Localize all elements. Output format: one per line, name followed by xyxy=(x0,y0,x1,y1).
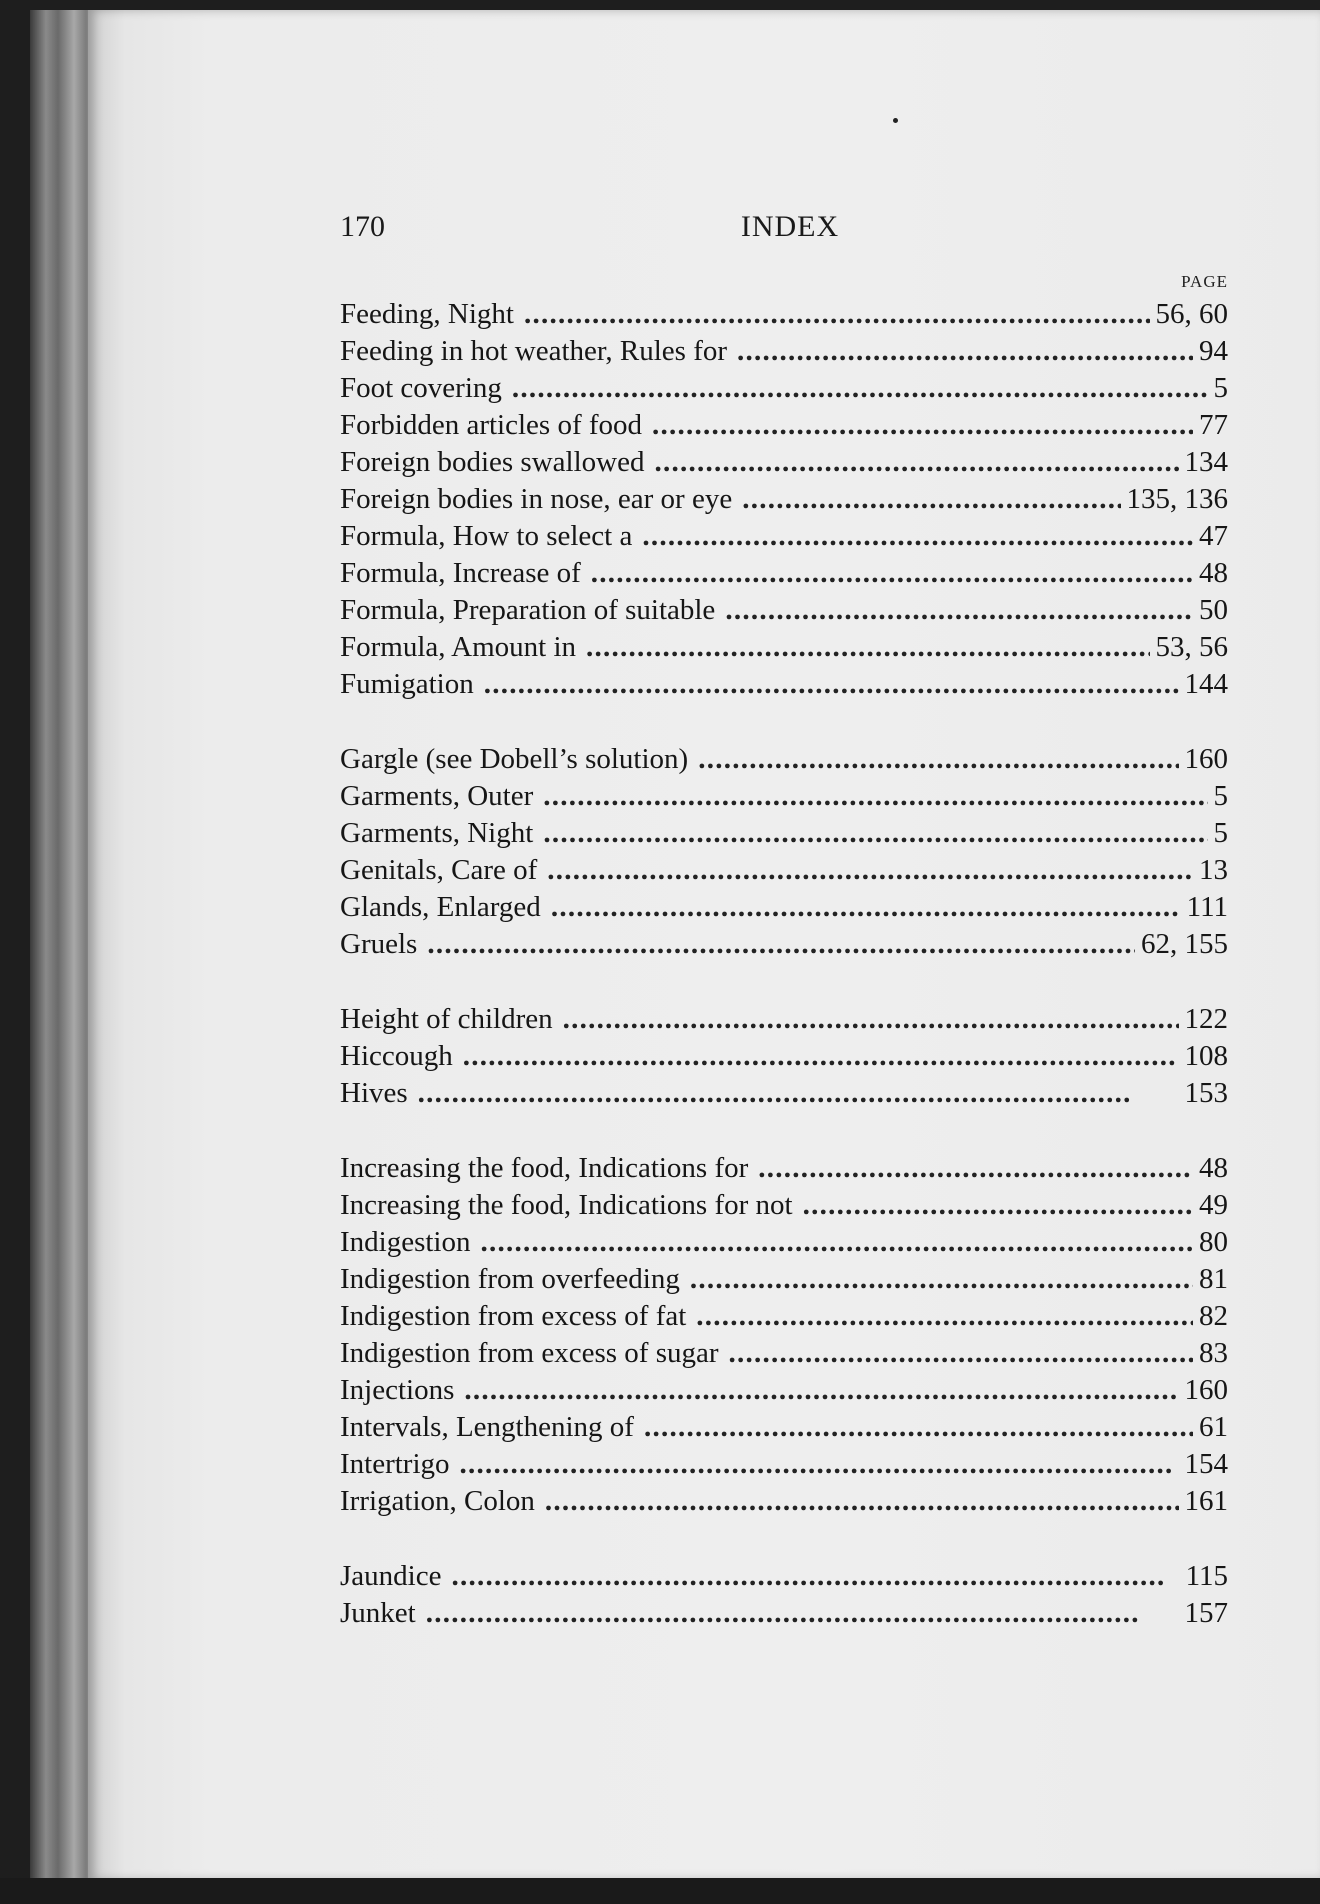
running-head: INDEX xyxy=(740,210,840,243)
index-term: Height of children xyxy=(340,1003,553,1035)
index-entry xyxy=(340,629,1228,666)
dot-leader xyxy=(543,778,1207,815)
index-entry xyxy=(340,1075,1228,1112)
index-term: Indigestion xyxy=(340,1226,471,1258)
index-entry xyxy=(340,666,1228,703)
index-page-refs: 153 xyxy=(1184,1077,1228,1109)
index-entry xyxy=(340,815,1228,852)
dot-leader xyxy=(547,852,1193,889)
index-page-refs: 47 xyxy=(1199,520,1228,552)
index-term: Gargle (see Dobell’s solution) xyxy=(340,743,689,775)
index-entry xyxy=(340,1150,1228,1187)
index-term: Garments, Night xyxy=(340,817,534,849)
dot-leader xyxy=(690,1261,1193,1298)
index-term: Formula, Increase of xyxy=(340,557,581,589)
ink-speck xyxy=(893,118,898,123)
index-page-refs: 160 xyxy=(1184,1374,1228,1406)
index-page-refs: 5 xyxy=(1213,780,1228,812)
index-page-refs: 80 xyxy=(1199,1226,1228,1258)
group-separator xyxy=(340,963,1228,1001)
index-group xyxy=(340,1001,1228,1112)
group-separator xyxy=(340,703,1228,741)
index-entry xyxy=(340,1372,1228,1409)
index-group xyxy=(340,1558,1228,1632)
index-page-refs: 134 xyxy=(1184,446,1228,478)
group-separator xyxy=(340,1112,1228,1150)
index-page-refs: 62, 155 xyxy=(1141,928,1228,960)
index-entry xyxy=(340,1335,1228,1372)
index-term: Feeding in hot weather, Rules for xyxy=(340,335,728,367)
dot-leader xyxy=(563,1001,1179,1038)
index-term: Junket xyxy=(340,1597,416,1629)
index-entry xyxy=(340,592,1228,629)
index-page-refs: 61 xyxy=(1199,1411,1228,1443)
index-term: Intervals, Lengthening of xyxy=(340,1411,634,1443)
dot-leader xyxy=(451,1558,1179,1595)
dot-leader xyxy=(758,1150,1193,1187)
index-term: Foot covering xyxy=(340,372,502,404)
index-term: Intertrigo xyxy=(340,1448,450,1480)
index-term: Increasing the food, Indications for not xyxy=(340,1189,793,1221)
dot-leader xyxy=(725,592,1193,629)
index-term: Formula, Amount in xyxy=(340,631,577,663)
index-term: Jaundice xyxy=(340,1560,442,1592)
index-page-refs: 154 xyxy=(1184,1448,1228,1480)
index-page-refs: 5 xyxy=(1213,372,1228,404)
dot-leader xyxy=(737,333,1193,370)
index-page-refs: 94 xyxy=(1199,335,1228,367)
group-separator xyxy=(340,1520,1228,1558)
page-number: 170 xyxy=(340,210,385,243)
index-page-refs: 5 xyxy=(1213,817,1228,849)
dot-leader xyxy=(586,629,1149,666)
index-entry xyxy=(340,889,1228,926)
index-term: Foreign bodies in nose, ear or eye xyxy=(340,483,733,515)
dot-leader xyxy=(803,1187,1193,1224)
dot-leader xyxy=(551,889,1181,926)
index-entry xyxy=(340,1409,1228,1446)
index-entry xyxy=(340,1483,1228,1520)
index-page-refs: 111 xyxy=(1186,891,1228,923)
dot-leader xyxy=(696,1298,1193,1335)
index-term: Hives xyxy=(340,1077,408,1109)
dot-leader xyxy=(426,1595,1179,1632)
index-term: Feeding, Night xyxy=(340,298,514,330)
index-entry xyxy=(340,926,1228,963)
index-page-refs: 115 xyxy=(1185,1560,1228,1592)
index-entry xyxy=(340,1001,1228,1038)
index-page-refs: 50 xyxy=(1199,594,1228,626)
index-term: Formula, Preparation of suitable xyxy=(340,594,716,626)
page-column-label: PAGE xyxy=(1181,272,1228,291)
index-page-refs: 83 xyxy=(1199,1337,1228,1369)
dot-leader xyxy=(644,1409,1193,1446)
index-term: Indigestion from excess of sugar xyxy=(340,1337,719,1369)
index-entry xyxy=(340,778,1228,815)
index-term: Genitals, Care of xyxy=(340,854,538,886)
dot-leader xyxy=(463,1038,1179,1075)
index-term: Garments, Outer xyxy=(340,780,534,812)
index-list xyxy=(340,296,1228,1632)
scan-bottom-edge xyxy=(0,1878,1320,1904)
index-page-refs: 48 xyxy=(1199,557,1228,589)
index-page-refs: 157 xyxy=(1184,1597,1228,1629)
index-term: Hiccough xyxy=(340,1040,453,1072)
index-entry xyxy=(340,1224,1228,1261)
index-entry xyxy=(340,296,1228,333)
index-page-refs: 82 xyxy=(1199,1300,1228,1332)
index-page-refs: 135, 136 xyxy=(1126,483,1228,515)
dot-leader xyxy=(698,741,1178,778)
index-entry xyxy=(340,852,1228,889)
dot-leader xyxy=(512,370,1208,407)
index-entry xyxy=(340,1595,1228,1632)
index-term: Formula, How to select a xyxy=(340,520,633,552)
dot-leader xyxy=(654,444,1178,481)
index-entry xyxy=(340,444,1228,481)
index-entry xyxy=(340,741,1228,778)
index-entry xyxy=(340,1298,1228,1335)
index-group xyxy=(340,1150,1228,1520)
index-term: Injections xyxy=(340,1374,455,1406)
dot-leader xyxy=(524,296,1150,333)
index-page-refs: 49 xyxy=(1199,1189,1228,1221)
dot-leader xyxy=(545,1483,1179,1520)
dot-leader xyxy=(464,1372,1178,1409)
dot-leader xyxy=(729,1335,1193,1372)
index-page-refs: 81 xyxy=(1199,1263,1228,1295)
index-term: Forbidden articles of food xyxy=(340,409,643,441)
index-term: Increasing the food, Indications for xyxy=(340,1152,749,1184)
index-entry xyxy=(340,518,1228,555)
index-page-refs: 56, 60 xyxy=(1155,298,1228,330)
index-term: Indigestion from overfeeding xyxy=(340,1263,680,1295)
dot-leader xyxy=(543,815,1207,852)
index-group xyxy=(340,741,1228,963)
dot-leader xyxy=(642,518,1193,555)
index-term: Indigestion from excess of fat xyxy=(340,1300,687,1332)
index-entry xyxy=(340,555,1228,592)
page-header xyxy=(340,210,1230,250)
index-entry xyxy=(340,1187,1228,1224)
index-entry xyxy=(340,370,1228,407)
dot-leader xyxy=(481,1224,1194,1261)
index-page-refs: 161 xyxy=(1184,1485,1228,1517)
dot-leader xyxy=(460,1446,1179,1483)
index-term: Gruels xyxy=(340,928,418,960)
index-entry xyxy=(340,1261,1228,1298)
index-entry xyxy=(340,407,1228,444)
index-group xyxy=(340,296,1228,703)
index-entry xyxy=(340,1446,1228,1483)
index-term: Foreign bodies swallowed xyxy=(340,446,645,478)
index-page-refs: 144 xyxy=(1184,668,1228,700)
index-page-refs: 53, 56 xyxy=(1155,631,1228,663)
index-page-refs: 48 xyxy=(1199,1152,1228,1184)
index-term: Irrigation, Colon xyxy=(340,1485,535,1517)
dot-leader xyxy=(742,481,1120,518)
index-page-refs: 122 xyxy=(1184,1003,1228,1035)
index-term: Glands, Enlarged xyxy=(340,891,541,923)
dot-leader xyxy=(484,666,1179,703)
index-page-refs: 108 xyxy=(1184,1040,1228,1072)
index-entry xyxy=(340,481,1228,518)
dot-leader xyxy=(418,1075,1179,1112)
index-entry xyxy=(340,333,1228,370)
index-entry xyxy=(340,1558,1228,1595)
dot-leader xyxy=(591,555,1193,592)
index-page-refs: 77 xyxy=(1199,409,1228,441)
dot-leader xyxy=(427,926,1135,963)
dot-leader xyxy=(652,407,1193,444)
index-term: Fumigation xyxy=(340,668,474,700)
index-page-refs: 160 xyxy=(1184,743,1228,775)
index-entry xyxy=(340,1038,1228,1075)
index-page-refs: 13 xyxy=(1199,854,1228,886)
